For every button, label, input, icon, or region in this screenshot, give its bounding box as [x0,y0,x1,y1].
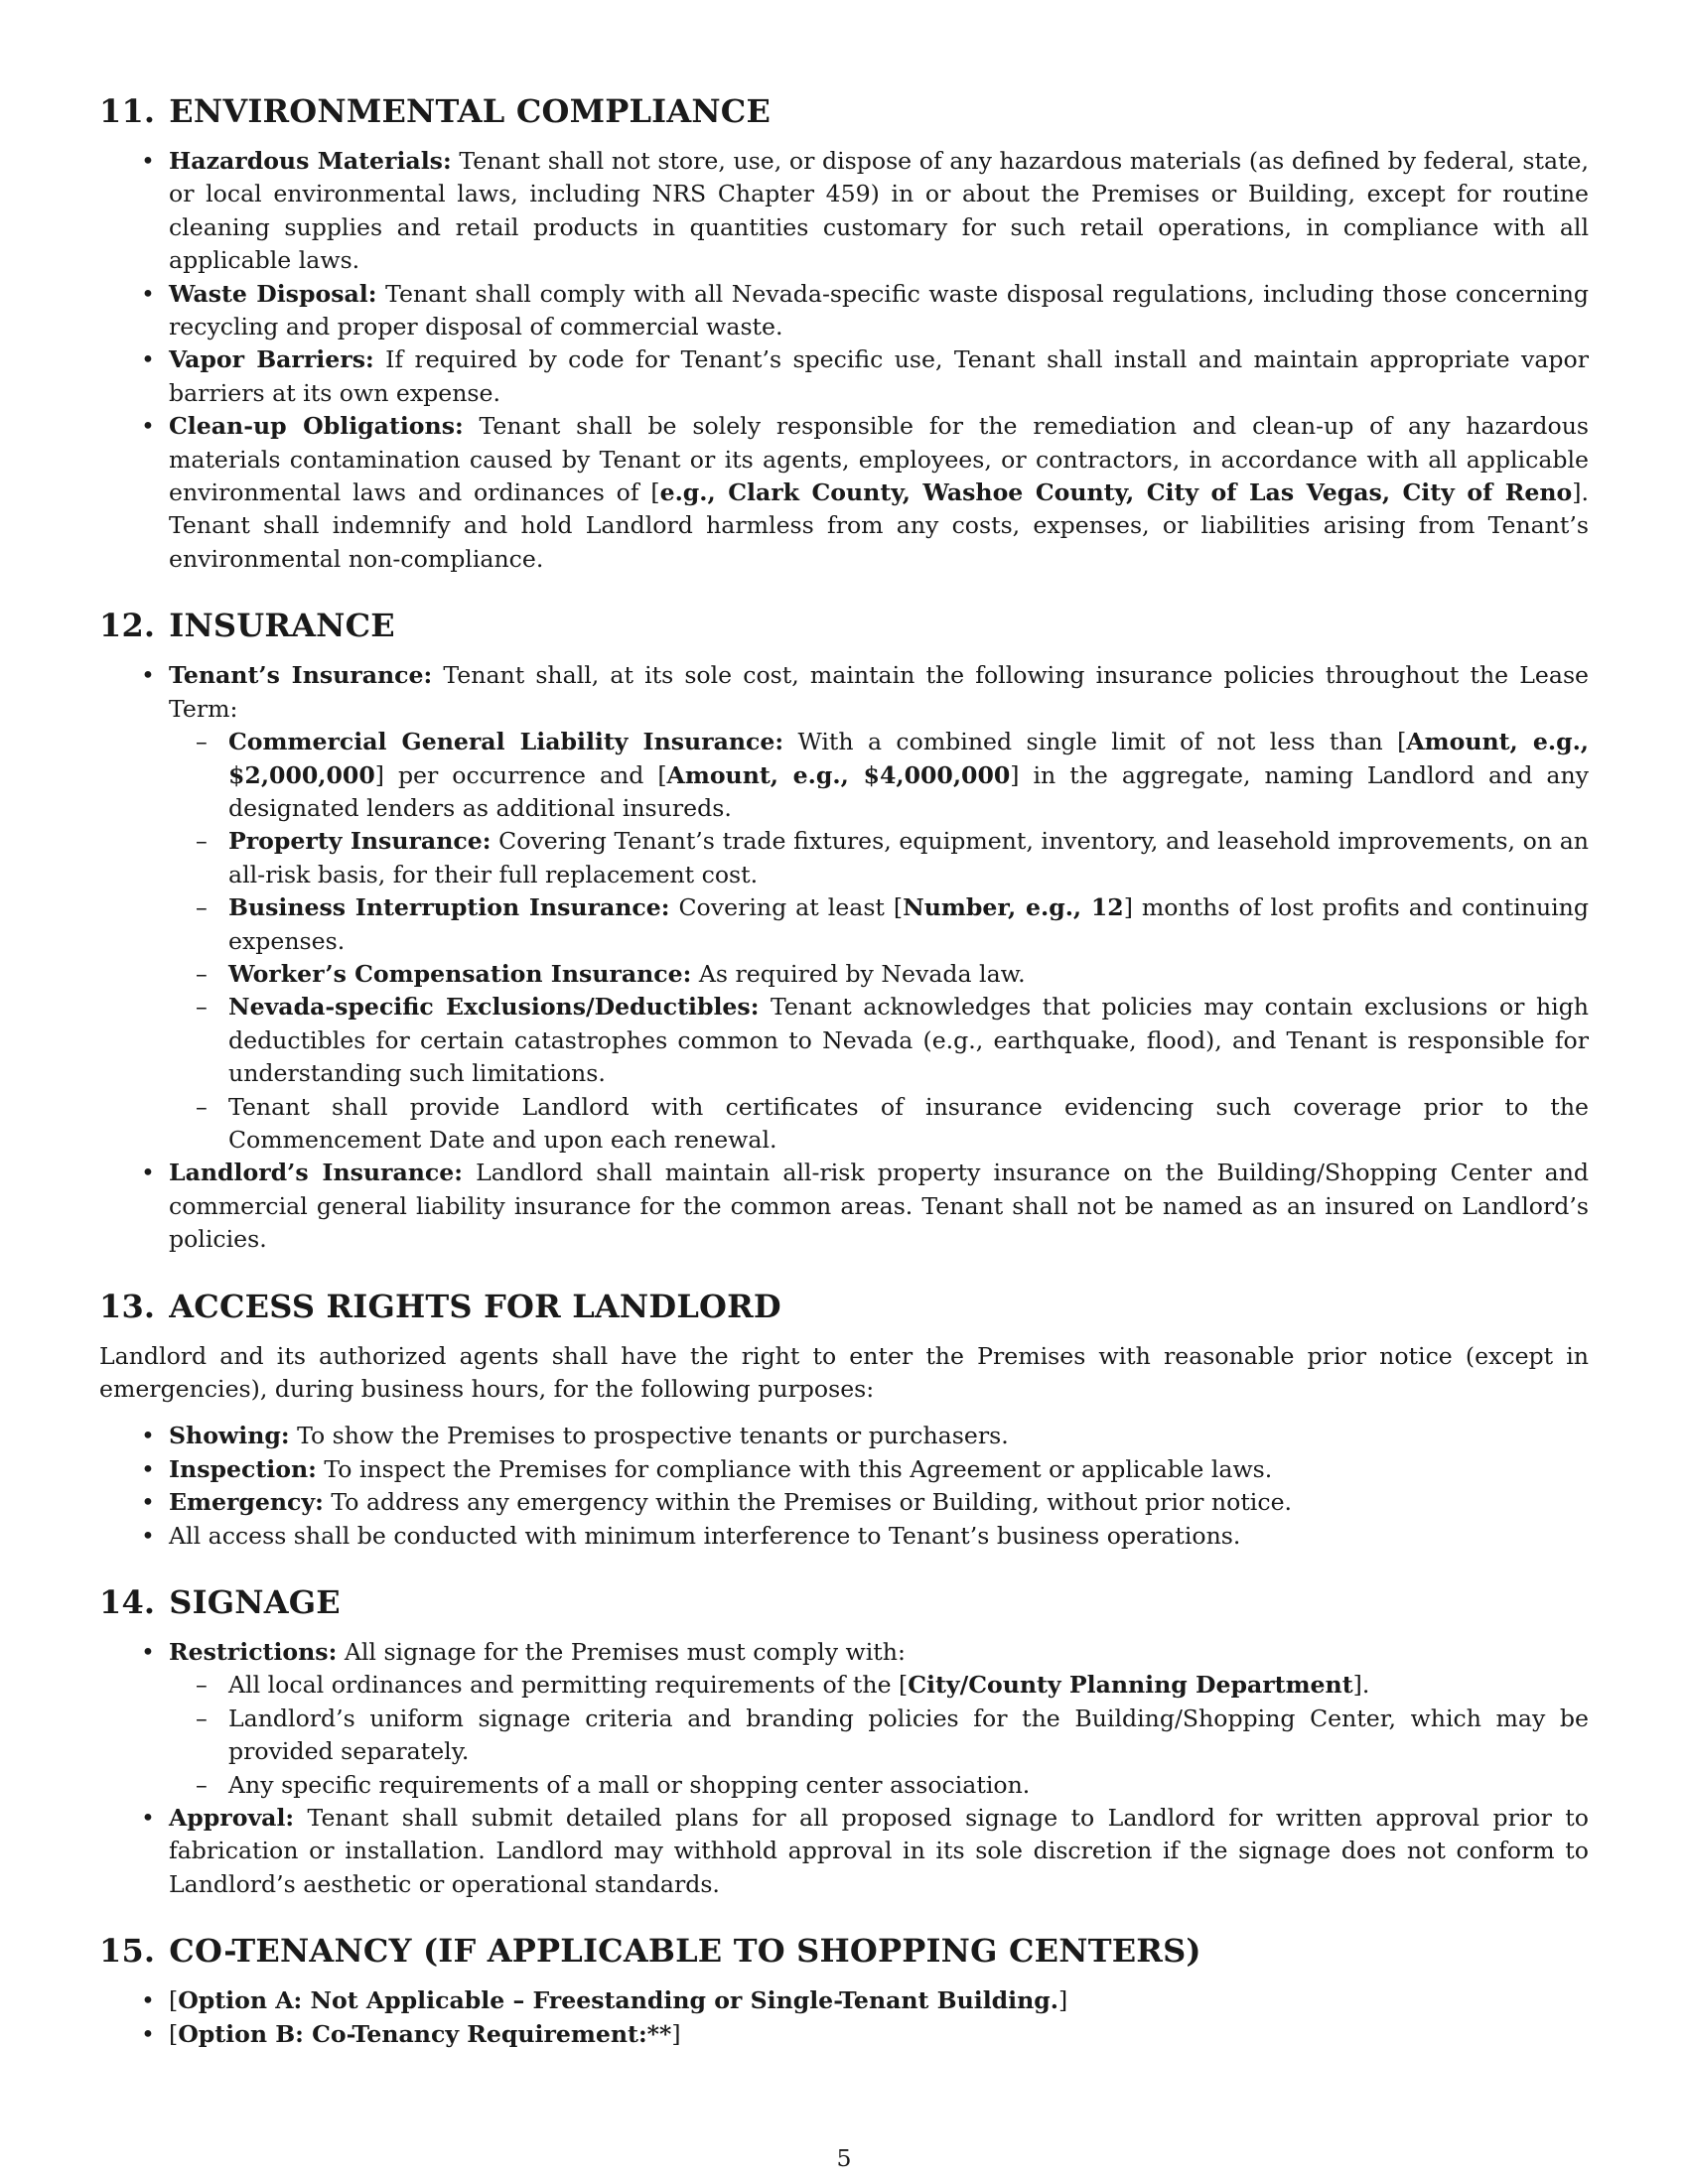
section-heading: 12. INSURANCE [99,607,395,645]
list-item: • Vapor Barriers: If required by code for Tenant’s specific use, Tenant shall install and maintain appropriate vapor barriers at its own expense. [99,343,1589,410]
section-heading: 15. CO-TENANCY (IF APPLICABLE TO SHOPPING CENTERS) [99,1932,1201,1971]
list-item: • Restrictions: All signage for the Premises must comply with: – All local ordinances and permitting requirements of the [City/County Planning Department]. – Landlord’s uniform signage criteria and branding policies for the Building/Shopping Center, which may be provided separately. – Any specific requirements of a mall or shopping center association. [99,1636,1589,1802]
sub-list-item: – Nevada-specific Exclusions/Deductibles: Tenant acknowledges that policies may contain exclusions or high deductibles for certain catastrophes common to Nevada (e.g., earthquake, flood), and Tenant is responsible for understanding such limitations. [169,991,1589,1090]
section-environmental-compliance [99,91,1589,576]
list-item: • Landlord’s Insurance: Landlord shall maintain all-risk property insurance on the Building/Shopping Center and commercial general liability insurance for the common areas. Tenant shall not be named as an insured on Landlord’s policies. [99,1157,1589,1256]
bullet-list [99,145,1589,576]
sub-list-item: – Landlord’s uniform signage criteria and branding policies for the Building/Shopping Center, which may be provided separately. [169,1703,1589,1769]
list-item: • Clean-up Obligations: Tenant shall be solely responsible for the remediation and clean-up of any hazardous materials contamination caused by Tenant or its agents, employees, or contractors, in accordance with all applicable environmental laws and ordinances of [e.g., Clark County, Washoe County, City of Las Vegas, City of Reno]. Tenant shall indemnify and hold Landlord harmless from any costs, expenses, or liabilities arising from Tenant’s environmental non-compliance. [99,410,1589,576]
sub-list-item: – Commercial General Liability Insurance: With a combined single limit of not less than [Amount, e.g., $2,000,000] per occurrence and [Amount, e.g., $4,000,000] in the aggregate, naming Landlord and any designated lenders as additional insureds. [169,726,1589,825]
document-page [99,91,1589,2081]
bullet-list [99,1984,1589,2051]
list-item: • [Option B: Co-Tenancy Requirement:**] [99,2018,1589,2051]
section-heading: 13. ACCESS RIGHTS FOR LANDLORD [99,1287,781,1325]
list-item: • Inspection: To inspect the Premises for compliance with this Agreement or applicable laws. [99,1453,1589,1486]
list-item: • Waste Disposal: Tenant shall comply with all Nevada-specific waste disposal regulations, including those concerning recycling and proper disposal of commercial waste. [99,278,1589,344]
list-item: • Emergency: To address any emergency within the Premises or Building, without prior notice. [99,1486,1589,1519]
section-intro: Landlord and its authorized agents shall have the right to enter the Premises with reasonable prior notice (except in emergencies), during business hours, for the following purposes: [99,1341,1589,1403]
list-item: • All access shall be conducted with minimum interference to Tenant’s business operations. [99,1520,1589,1553]
list-item: • Approval: Tenant shall submit detailed plans for all proposed signage to Landlord for written approval prior to fabrication or installation. Landlord may withhold approval in its sole discretion if the signage does not conform to Landlord’s aesthetic or operational standards. [99,1802,1589,1901]
section-insurance [99,606,1589,1256]
page-number: 5 [836,2144,852,2172]
section-access-rights [99,1287,1589,1553]
sub-list-item: – Any specific requirements of a mall or shopping center association. [169,1769,1589,1802]
section-signage [99,1582,1589,1901]
list-item: • Hazardous Materials: Tenant shall not store, use, or dispose of any hazardous materials (as defined by federal, state, or local environmental laws, including NRS Chapter 459) in or about the Premises or Building, except for routine cleaning supplies and retail products in quantities customary for such retail operations, in compliance with all applicable laws. [99,145,1589,278]
sub-list-item: – Tenant shall provide Landlord with certificates of insurance evidencing such coverage prior to the Commencement Date and upon each renewal. [169,1091,1589,1158]
bullet-list [99,1636,1589,1901]
sub-list [169,1669,1589,1802]
bullet-list [99,659,1589,1256]
section-co-tenancy [99,1931,1589,2051]
bullet-list [99,1420,1589,1553]
sub-list [169,726,1589,1157]
sub-list-item: – All local ordinances and permitting requirements of the [City/County Planning Department]. [169,1669,1589,1702]
sub-list-item: – Worker’s Compensation Insurance: As required by Nevada law. [169,958,1589,991]
section-heading: 11. ENVIRONMENTAL COMPLIANCE [99,92,772,130]
list-item: • Tenant’s Insurance: Tenant shall, at its sole cost, maintain the following insurance policies throughout the Lease Term: – Commercial General Liability Insurance: With a combined single limit of not less than [Amount, e.g., $2,000,000] per occurrence and [Amount, e.g., $4,000,000] in the aggregate, naming Landlord and any designated lenders as additional insureds. – Property Insurance: Covering Tenant’s trade fixtures, equipment, inventory, and leasehold improvements, on an all-risk basis, for their full replacement cost. – Business Interruption Insurance: Covering at least [Number, e.g., 12] months of lost profits and continuing expenses. – Worker’s Compensation Insurance: As required by Nevada law. – Nevada-specific Exclusions/Deductibles: Tenant acknowledges that policies may contain exclusions or high deductibles for certain catastrophes common to Nevada (e.g., earthquake, flood), and Tenant is responsible for understanding such limitations. – Tenant shall provide Landlord with certificates of insurance evidencing such coverage prior to the Commencement Date and upon each renewal. [99,659,1589,1157]
sub-list-item: – Business Interruption Insurance: Covering at least [Number, e.g., 12] months of lost profits and continuing expenses. [169,891,1589,958]
section-heading: 14. SIGNAGE [99,1583,341,1622]
list-item: • [Option A: Not Applicable – Freestanding or Single-Tenant Building.] [99,1984,1589,2017]
list-item: • Showing: To show the Premises to prospective tenants or purchasers. [99,1420,1589,1452]
sub-list-item: – Property Insurance: Covering Tenant’s trade fixtures, equipment, inventory, and leasehold improvements, on an all-risk basis, for their full replacement cost. [169,825,1589,891]
